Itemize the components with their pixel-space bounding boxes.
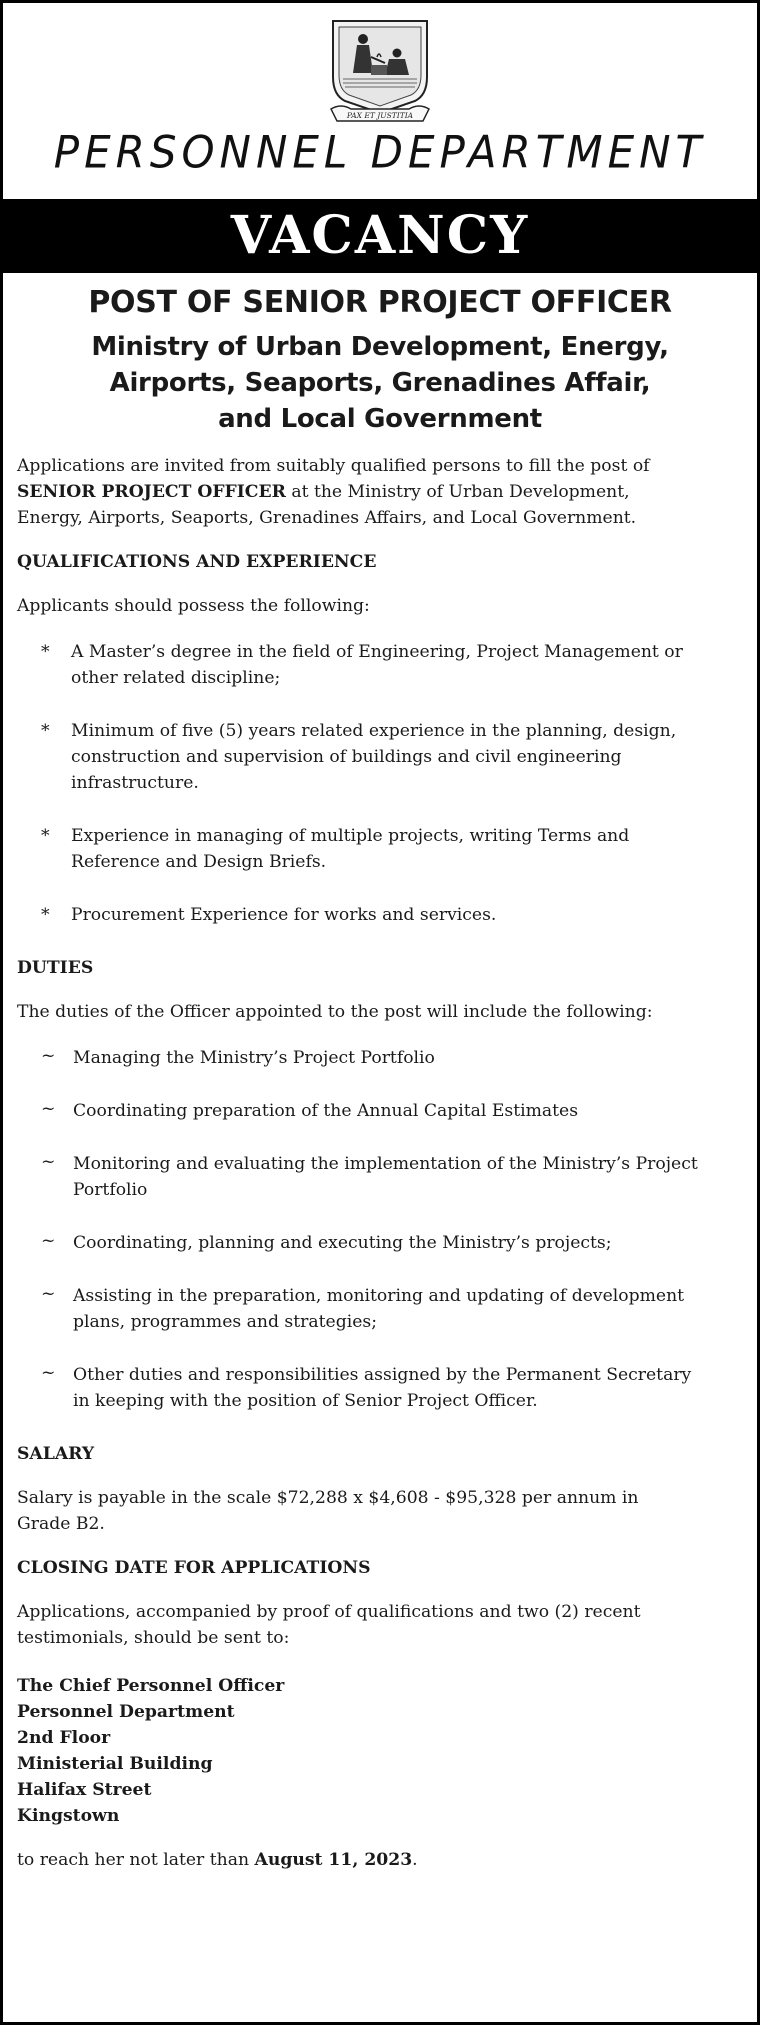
item-line: Experience in managing of multiple projects, writing Terms and: [71, 826, 630, 846]
item-line: A Master’s degree in the field of Engineering, Project Management or: [71, 642, 683, 662]
item-line: infrastructure.: [71, 773, 199, 793]
seal-motto: PAX ET JUSTITIA: [346, 111, 414, 120]
ministry-line: and Local Government: [218, 404, 542, 434]
coat-of-arms-seal-icon: [319, 17, 441, 127]
ministry-line: Ministry of Urban Development, Energy,: [91, 332, 669, 362]
duty-item: [17, 1045, 747, 1071]
duties-list: [17, 1045, 747, 1414]
item-line: Coordinating preparation of the Annual Capital Estimates: [73, 1101, 579, 1121]
duties-heading: DUTIES: [17, 958, 94, 978]
qualification-item: [17, 718, 747, 796]
duty-item: [17, 1362, 747, 1414]
address-line: Personnel Department: [17, 1702, 235, 1722]
qualifications-list: [17, 639, 747, 928]
item-line: Minimum of five (5) years related experience in the planning, design,: [71, 721, 677, 741]
qualifications-lead: Applicants should possess the following:: [17, 596, 370, 616]
item-line: Coordinating, planning and executing the Ministry’s projects;: [73, 1233, 612, 1253]
department-name: PERSONNEL DEPARTMENT: [53, 126, 707, 179]
ministry-line: Airports, Seaports, Grenadines Affair,: [109, 368, 651, 398]
intro-paragraph: Applications are invited from suitably qualified persons to fill the post of SENIOR PROJECT OFFICER at the Ministry of Urban Development, Energy, Airports, Seaports, Grenadines Affairs, and Local Government.: [17, 456, 650, 528]
post-name-bold: SENIOR PROJECT OFFICER: [17, 482, 286, 502]
salary-heading: SALARY: [17, 1444, 95, 1464]
seal-container: [3, 17, 757, 127]
qualification-item: [17, 639, 747, 691]
address-line: Ministerial Building: [17, 1754, 213, 1774]
item-line: Other duties and responsibilities assigned by the Permanent Secretary: [73, 1365, 692, 1385]
deadline-text: to reach her not later than August 11, 2023.: [17, 1850, 418, 1870]
vacancy-banner: VACANCY: [3, 199, 757, 273]
mailing-address: [17, 1673, 747, 1829]
item-line: Assisting in the preparation, monitoring and updating of development: [73, 1286, 685, 1306]
item-line: other related discipline;: [71, 668, 281, 688]
notice-body: [17, 453, 747, 1873]
item-line: plans, programmes and strategies;: [73, 1312, 377, 1332]
bullet-marker: ~: [41, 1099, 56, 1119]
qualification-item: [17, 823, 747, 875]
bullet-marker: ~: [41, 1152, 56, 1172]
duty-item: [17, 1098, 747, 1124]
item-line: construction and supervision of buildings and civil engineering: [71, 747, 622, 767]
qualifications-heading: QUALIFICATIONS AND EXPERIENCE: [17, 552, 377, 572]
item-line: Monitoring and evaluating the implementation of the Ministry’s Project: [73, 1154, 698, 1174]
address-line: Kingstown: [17, 1806, 120, 1826]
item-line: in keeping with the position of Senior Project Officer.: [73, 1391, 538, 1411]
bullet-marker: *: [41, 826, 50, 846]
address-line: Halifax Street: [17, 1780, 152, 1800]
bullet-marker: ~: [41, 1284, 56, 1304]
duty-item: [17, 1283, 747, 1335]
closing-text: Applications, accompanied by proof of qualifications and two (2) recent testimonials, should be sent to:: [17, 1602, 641, 1648]
duty-item: [17, 1230, 747, 1256]
bullet-marker: ~: [41, 1231, 56, 1251]
deadline-date: August 11, 2023: [254, 1850, 413, 1870]
bullet-marker: *: [41, 642, 50, 662]
duty-item: [17, 1151, 747, 1203]
salary-text: Salary is payable in the scale $72,288 x $4,608 - $95,328 per annum in Grade B2.: [17, 1488, 639, 1534]
duties-lead: The duties of the Officer appointed to the post will include the following:: [17, 1002, 653, 1022]
item-line: Managing the Ministry’s Project Portfolio: [73, 1048, 435, 1068]
closing-heading: CLOSING DATE FOR APPLICATIONS: [17, 1558, 371, 1578]
address-line: The Chief Personnel Officer: [17, 1676, 285, 1696]
item-line: Portfolio: [73, 1180, 148, 1200]
bullet-marker: ~: [41, 1363, 56, 1383]
qualification-item: [17, 902, 747, 928]
ministry-name: [3, 329, 757, 437]
post-title: POST OF SENIOR PROJECT OFFICER: [88, 285, 672, 320]
item-line: Reference and Design Briefs.: [71, 852, 327, 872]
bullet-marker: ~: [41, 1046, 56, 1066]
address-line: 2nd Floor: [17, 1728, 111, 1748]
bullet-marker: *: [41, 721, 50, 741]
item-line: Procurement Experience for works and services.: [71, 905, 497, 925]
bullet-marker: *: [41, 905, 50, 925]
